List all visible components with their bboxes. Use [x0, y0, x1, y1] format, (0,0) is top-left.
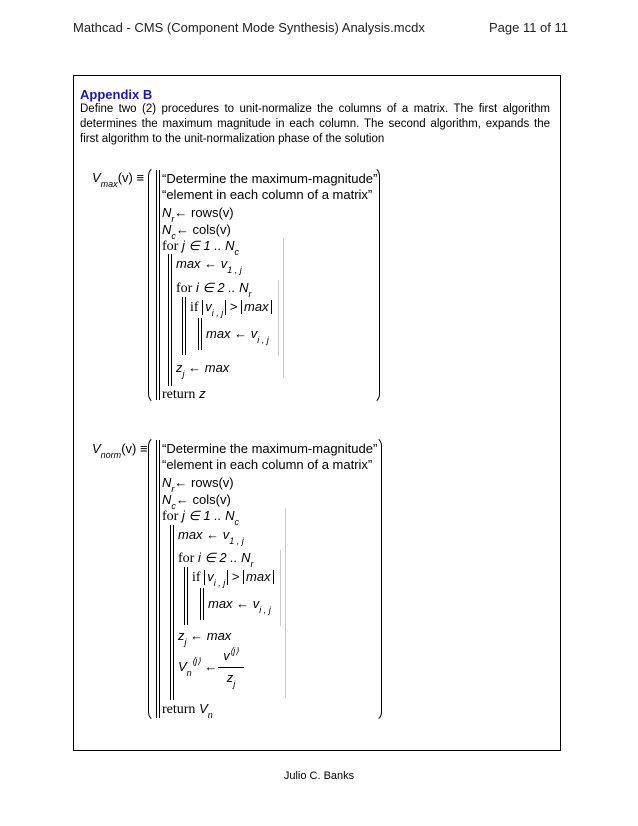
vnorm-for-i-guide	[280, 550, 281, 626]
vmax-comment-1: “Determine the maximum-magnitude”	[162, 171, 378, 186]
vnorm-for-j-guide	[285, 508, 286, 698]
vmax-for-j-bar-1	[168, 254, 169, 386]
define-operator: ≡	[139, 441, 148, 456]
vmax-for-j-guide	[283, 238, 284, 378]
vnorm-if-condition: if $v_{i , j} > \max$	[192, 569, 274, 586]
vnorm-for-j: for j ∈ 1 .. $N_c$	[162, 508, 239, 527]
vnorm-for-i: for i ∈ 2 .. $N_r$	[178, 550, 254, 569]
vnorm-for-j-bar-1	[170, 525, 171, 700]
vmax-return: return z	[162, 386, 206, 402]
vnorm-z-assign: $z_j$ ← max	[178, 628, 232, 647]
vmax-cols-assign: $N_c\leftarrow$ cols(v)	[162, 222, 231, 241]
vnorm-normalize-numerator: $v^{⟨j⟩}$	[223, 646, 239, 663]
vmax-for-i-bar-1	[182, 297, 183, 355]
vmax-for-i-guide	[278, 280, 279, 356]
appendix-description: Define two (2) procedures to unit-normalize the columns of a matrix. The first algorithm determines the maximum magnitude in each column. The second algorithm, expands the first algorithm to the unit-normalization phase of the solution	[80, 103, 550, 145]
document-title: Mathcad - CMS (Component Mode Synthesis) Analysis.mcdx	[73, 20, 425, 35]
vmax-function-name: $V_{max}(v)$ ≡	[92, 170, 145, 189]
vnorm-fraction-bar	[218, 667, 244, 668]
vmax-for-j: for j ∈ 1 .. $N_c$	[162, 238, 239, 257]
vnorm-comment-2: “element in each column of a matrix”	[162, 457, 373, 472]
vmax-program-bar-1	[156, 170, 157, 400]
vnorm-rows-assign: $N_r\leftarrow$ rows(v)	[162, 475, 234, 494]
vmax-comment-2: “element in each column of a matrix”	[162, 187, 373, 202]
define-operator: ≡	[136, 170, 145, 185]
vmax-rows-assign: $N_r\leftarrow$ rows(v)	[162, 205, 234, 224]
appendix-title: Appendix B	[80, 87, 153, 102]
vnorm-cols-assign: $N_c\leftarrow$ cols(v)	[162, 492, 231, 511]
vnorm-for-j-bar-2	[173, 525, 174, 700]
vnorm-normalize-denominator: $z_j$	[226, 670, 236, 689]
vnorm-max-init: max ← $v_{1 , j}$	[178, 527, 244, 546]
vnorm-for-i-bar-1	[184, 567, 185, 625]
vnorm-program-bar-2	[159, 440, 160, 718]
vnorm-max-assign: max ← $v_{i , j}$	[208, 596, 271, 615]
vmax-for-j-bar-2	[171, 254, 172, 386]
vmax-if-bar-2	[201, 318, 202, 350]
vnorm-for-i-bar-2	[187, 567, 188, 625]
vmax-z-assign: $z_j$ ← max	[176, 360, 230, 379]
vmax-if-condition: if $v_{i , j} > \max$	[190, 299, 272, 316]
vmax-for-i-bar-2	[185, 297, 186, 355]
vnorm-comment-1: “Determine the maximum-magnitude”	[162, 441, 378, 456]
vnorm-return: return $V_n$	[162, 701, 213, 720]
vmax-for-i: for i ∈ 2 .. $N_r$	[176, 280, 252, 299]
vmax-max-init: max ← $v_{1 , j}$	[176, 256, 242, 275]
vnorm-if-bar-2	[203, 588, 204, 620]
vmax-program-bar-2	[159, 170, 160, 400]
vnorm-function-name: $V_{norm}(v)$ ≡	[92, 441, 148, 460]
footer-author: Julio C. Banks	[283, 770, 355, 782]
page-number: Page 11 of 11	[488, 20, 568, 35]
vnorm-program-bar-1	[156, 440, 157, 718]
vnorm-normalize-lhs: $V_n^{⟨j⟩}$ ←	[178, 656, 218, 678]
vmax-max-assign: max ← $v_{i , j}$	[206, 326, 269, 345]
vmax-if-bar-1	[198, 318, 199, 350]
vnorm-if-bar-1	[200, 588, 201, 620]
